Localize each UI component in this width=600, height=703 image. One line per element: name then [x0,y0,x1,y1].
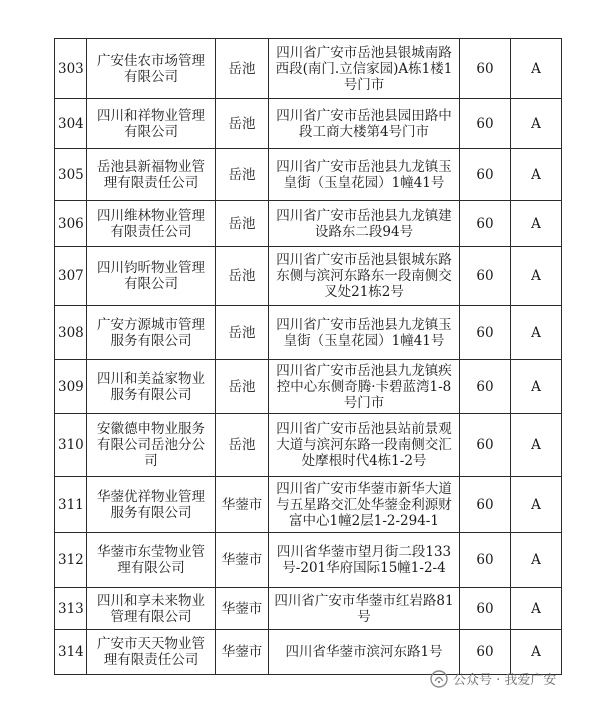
company-name: 广安佳农市场管理有限公司 [87,39,216,99]
address: 四川省广安市岳池县九龙镇疾控中心东侧奇腾·卡碧蓝湾1-8号门市 [269,360,460,414]
company-name: 四川维林物业管理有限责任公司 [87,201,216,247]
grade: A [511,360,562,414]
table-row [55,588,562,630]
row-number: 306 [55,201,87,247]
address: 四川省华蓥市滨河东路1号 [269,630,460,675]
score: 60 [460,588,511,630]
table-row [55,477,562,533]
company-name: 广安市天天物业管理有限责任公司 [87,630,216,675]
score: 60 [460,306,511,360]
area: 华蓥市 [216,477,269,533]
address: 四川省广安市岳池县银城南路西段(南门.立信家园)A栋1楼1号门市 [269,39,460,99]
score: 60 [460,360,511,414]
company-name: 广安方源城市管理服务有限公司 [87,306,216,360]
table-row [55,360,562,414]
grade: A [511,149,562,201]
table-row [55,247,562,306]
row-number: 305 [55,149,87,201]
grade: A [511,201,562,247]
wechat-official-account-icon [430,670,448,688]
grade: A [511,99,562,149]
table-row [55,149,562,201]
table-body [55,39,562,675]
table-row [55,630,562,675]
row-number: 303 [55,39,87,99]
address: 四川省广安市岳池县九龙镇建设路东二段94号 [269,201,460,247]
area: 岳池 [216,247,269,306]
grade: A [511,414,562,477]
table-row [55,306,562,360]
score: 60 [460,99,511,149]
area: 岳池 [216,149,269,201]
row-number: 308 [55,306,87,360]
table-row [55,533,562,588]
area: 岳池 [216,99,269,149]
address: 四川省广安市岳池县银城东路东侧与滨河东路东一段南侧交叉处21栋2号 [269,247,460,306]
company-name: 四川和美益家物业服务有限公司 [87,360,216,414]
company-name: 岳池县新福物业管理有限责任公司 [87,149,216,201]
score: 60 [460,149,511,201]
address: 四川省广安市岳池县九龙镇玉皇街（玉皇花园）1幢41号 [269,306,460,360]
watermark-text: 公众号 · 我爱广安 [453,673,557,688]
area: 岳池 [216,360,269,414]
grade: A [511,533,562,588]
score: 60 [460,201,511,247]
area: 岳池 [216,201,269,247]
row-number: 309 [55,360,87,414]
company-rating-table-wrapper [54,38,561,675]
row-number: 311 [55,477,87,533]
grade: A [511,39,562,99]
address: 四川省广安市岳池县九龙镇玉皇街（玉皇花园）1幢41号 [269,149,460,201]
table-row [55,99,562,149]
score: 60 [460,247,511,306]
area: 岳池 [216,414,269,477]
address: 四川省华蓥市望月街二段133号-201华府国际15幢1-2-4 [269,533,460,588]
company-name: 四川和享未来物业管理有限公司 [87,588,216,630]
table-row [55,201,562,247]
area: 岳池 [216,39,269,99]
row-number: 307 [55,247,87,306]
row-number: 310 [55,414,87,477]
area: 华蓥市 [216,588,269,630]
area: 华蓥市 [216,630,269,675]
company-name: 四川和祥物业管理有限公司 [87,99,216,149]
table-row [55,39,562,99]
company-name: 华蓥市东莹物业管理有限公司 [87,533,216,588]
watermark [430,669,556,688]
score: 60 [460,477,511,533]
area: 华蓥市 [216,533,269,588]
row-number: 314 [55,630,87,675]
row-number: 312 [55,533,87,588]
company-name: 四川钧昕物业管理有限公司 [87,247,216,306]
company-rating-table [54,38,562,675]
area: 岳池 [216,306,269,360]
address: 四川省广安市岳池县园田路中段工商大楼第4号门市 [269,99,460,149]
grade: A [511,477,562,533]
row-number: 313 [55,588,87,630]
score: 60 [460,414,511,477]
address: 四川省广安市华蓥市新华大道与五星路交汇处华蓥金利源财富中心1幢2层1-2-294-1 [269,477,460,533]
grade: A [511,306,562,360]
table-row [55,414,562,477]
company-name: 安徽德申物业服务有限公司岳池分公司 [87,414,216,477]
grade: A [511,247,562,306]
score: 60 [460,39,511,99]
grade: A [511,630,562,675]
grade: A [511,588,562,630]
address: 四川省广安市岳池县站前景观大道与滨河东路一段南侧交汇处摩根时代4栋1-2号 [269,414,460,477]
score: 60 [460,630,511,675]
score: 60 [460,533,511,588]
company-name: 华蓥优祥物业管理服务有限公司 [87,477,216,533]
row-number: 304 [55,99,87,149]
address: 四川省广安市华蓥市红岩路81号 [269,588,460,630]
